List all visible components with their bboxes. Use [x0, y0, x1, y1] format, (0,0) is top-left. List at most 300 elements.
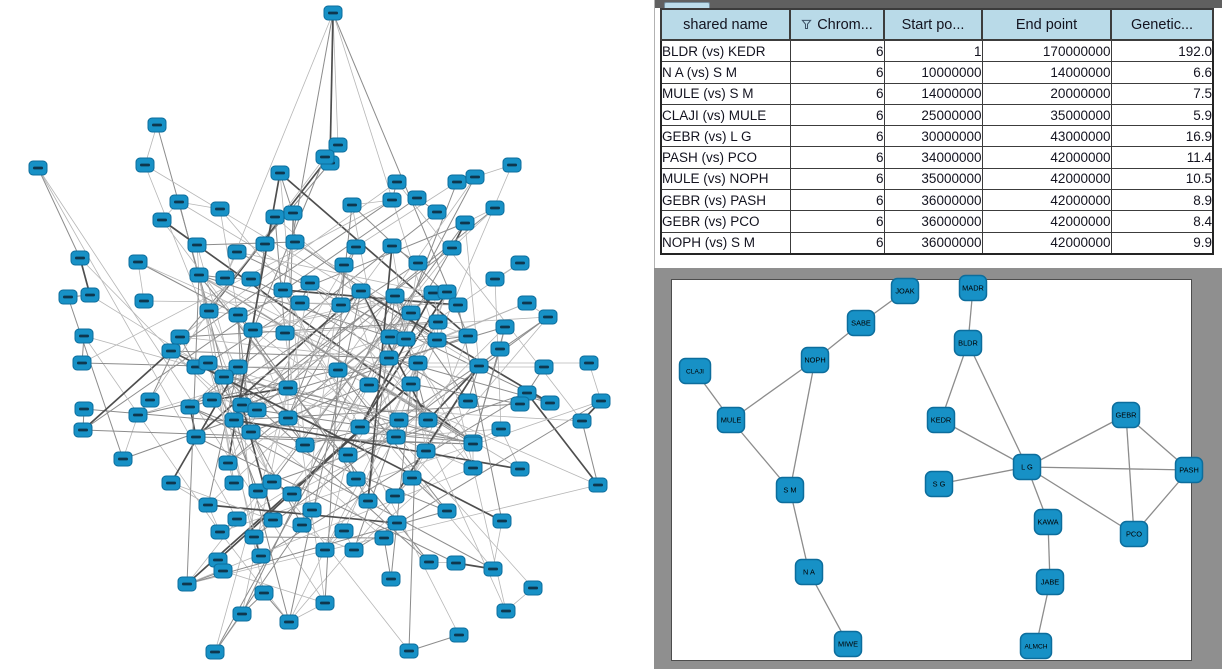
cell-value: 10000000 [884, 62, 982, 83]
network-node[interactable] [136, 158, 154, 172]
network-node[interactable] [316, 543, 334, 557]
network-node[interactable] [211, 202, 229, 216]
node-label-smudge [139, 300, 149, 303]
network-node-s-g[interactable] [926, 472, 953, 497]
network-node[interactable] [228, 512, 246, 526]
cell-shared-name: N A (vs) S M [661, 62, 790, 83]
node-label-smudge [157, 219, 167, 222]
network-node-mule[interactable] [718, 408, 745, 433]
cell-value: 6 [790, 104, 884, 125]
network-node[interactable] [359, 494, 377, 508]
node-label-smudge [210, 651, 220, 654]
network-node[interactable] [383, 193, 401, 207]
node-label-smudge [515, 468, 525, 471]
cell-value: 170000000 [982, 40, 1111, 62]
node-label-smudge [468, 467, 478, 470]
node-label-smudge [133, 261, 143, 264]
network-node[interactable] [286, 235, 304, 249]
network-node[interactable] [256, 237, 274, 251]
network-node[interactable] [225, 476, 243, 490]
network-node[interactable] [511, 462, 529, 476]
node-label-smudge [453, 304, 463, 307]
network-node[interactable] [74, 423, 92, 437]
network-node[interactable] [181, 400, 199, 414]
network-node[interactable] [347, 240, 365, 254]
node-label-smudge [490, 278, 500, 281]
network-node[interactable] [447, 556, 465, 570]
network-node[interactable] [255, 586, 273, 600]
network-node[interactable] [573, 414, 591, 428]
network-node[interactable] [71, 251, 89, 265]
network-node[interactable] [203, 393, 221, 407]
node-label-smudge [413, 262, 423, 265]
node-label-smudge [79, 335, 89, 338]
network-node[interactable] [171, 330, 189, 344]
network-node-kedr[interactable] [928, 408, 955, 433]
network-node[interactable] [402, 377, 420, 391]
network-node[interactable] [199, 356, 217, 370]
cell-value: 42000000 [982, 168, 1111, 189]
node-label-smudge [204, 310, 214, 313]
network-node[interactable] [400, 644, 418, 658]
node-label-smudge [233, 314, 243, 317]
node-label-smudge [203, 362, 213, 365]
node-label-smudge [249, 536, 259, 539]
node-label-smudge [463, 400, 473, 403]
network-node[interactable] [316, 596, 334, 610]
network-node[interactable] [386, 289, 404, 303]
network-node[interactable] [73, 356, 91, 370]
node-label-smudge [451, 562, 461, 565]
network-node[interactable] [388, 516, 406, 530]
network-node[interactable] [141, 393, 159, 407]
network-node[interactable] [129, 408, 147, 422]
node-label-smudge [248, 329, 258, 332]
network-node[interactable] [511, 397, 529, 411]
network-node[interactable] [301, 276, 319, 290]
network-node[interactable] [496, 320, 514, 334]
network-node[interactable] [503, 158, 521, 172]
network-node[interactable] [284, 206, 302, 220]
network-node[interactable] [438, 504, 456, 518]
network-node[interactable] [216, 271, 234, 285]
node-label-smudge [333, 144, 343, 147]
network-node[interactable] [178, 577, 196, 591]
network-node[interactable] [375, 531, 393, 545]
node-label-smudge [391, 436, 401, 439]
network-node[interactable] [225, 413, 243, 427]
network-node[interactable] [264, 513, 282, 527]
column-header-label: shared name [683, 16, 768, 33]
network-node[interactable] [252, 549, 270, 563]
table-row[interactable] [661, 190, 1213, 211]
column-header-label: Start po... [901, 16, 965, 33]
network-node[interactable] [383, 239, 401, 253]
network-node[interactable] [162, 476, 180, 490]
node-label-smudge [253, 490, 263, 493]
cell-value: 30000000 [884, 126, 982, 147]
network-node[interactable] [382, 572, 400, 586]
cell-value: 14000000 [884, 83, 982, 104]
network-node[interactable] [484, 562, 502, 576]
network-node[interactable] [420, 555, 438, 569]
subnetwork-canvas[interactable] [654, 268, 1222, 669]
network-node[interactable] [429, 315, 447, 329]
network-node[interactable] [428, 333, 446, 347]
network-node[interactable] [486, 272, 504, 286]
node-label-smudge [424, 561, 434, 564]
network-node-n-a[interactable] [796, 560, 823, 585]
node-label-smudge [470, 176, 480, 179]
network-node[interactable] [296, 438, 314, 452]
network-node[interactable] [148, 118, 166, 132]
node-label-smudge [522, 302, 532, 305]
network-node[interactable] [153, 213, 171, 227]
network-node[interactable] [199, 498, 217, 512]
cell-value: 14000000 [982, 62, 1111, 83]
node-label-smudge [522, 392, 532, 395]
network-node[interactable] [351, 420, 369, 434]
node-label-smudge [406, 312, 416, 315]
node-label-smudge [288, 212, 298, 215]
cell-value: 20000000 [982, 83, 1111, 104]
network-node[interactable] [592, 394, 610, 408]
network-node[interactable] [491, 342, 509, 356]
network-node[interactable] [75, 402, 93, 416]
network-node[interactable] [402, 306, 420, 320]
table-row[interactable] [661, 62, 1213, 83]
node-label-smudge [233, 366, 243, 369]
node-label-smudge [252, 409, 262, 412]
network-node[interactable] [580, 356, 598, 370]
column-header-start-point[interactable] [884, 9, 982, 40]
node-label-smudge [392, 181, 402, 184]
network-node[interactable] [324, 6, 342, 20]
network-node[interactable] [450, 628, 468, 642]
network-node[interactable] [492, 422, 510, 436]
network-node[interactable] [190, 268, 208, 282]
network-node[interactable] [200, 304, 218, 318]
network-node-kawa[interactable] [1035, 510, 1062, 535]
table-row[interactable] [661, 40, 1213, 62]
network-node[interactable] [75, 329, 93, 343]
network-node[interactable] [244, 323, 262, 337]
node-label-smudge [577, 420, 587, 423]
network-node[interactable] [162, 344, 180, 358]
node-label-smudge [295, 302, 305, 305]
network-node[interactable] [459, 394, 477, 408]
node-label: L G [1021, 462, 1033, 472]
network-node[interactable] [129, 255, 147, 269]
network-node[interactable] [345, 543, 363, 557]
network-node[interactable] [339, 448, 357, 462]
network-node[interactable] [518, 296, 536, 310]
node-label: PASH [1179, 465, 1199, 475]
node-label: CLAJI [686, 368, 704, 376]
network-node[interactable] [245, 530, 263, 544]
network-node[interactable] [242, 272, 260, 286]
network-node[interactable] [219, 456, 237, 470]
network-node-almch[interactable] [1021, 634, 1052, 659]
network-node[interactable] [114, 452, 132, 466]
node-label-smudge [232, 251, 242, 254]
network-node[interactable] [329, 363, 347, 377]
network-node[interactable] [456, 216, 474, 230]
node-label-smudge [175, 336, 185, 339]
network-node[interactable] [438, 285, 456, 299]
node-label: JABE [1040, 577, 1060, 587]
node-label-smudge [207, 399, 217, 402]
node-label-smudge [392, 522, 402, 525]
network-node-jabe[interactable] [1037, 570, 1064, 595]
network-node[interactable] [535, 360, 553, 374]
network-node[interactable] [409, 256, 427, 270]
node-label-smudge [166, 482, 176, 485]
node-label-smudge [328, 12, 338, 15]
network-node[interactable] [409, 356, 427, 370]
network-node[interactable] [459, 329, 477, 343]
network-node[interactable] [248, 403, 266, 417]
network-node-claji[interactable] [680, 359, 711, 384]
network-node[interactable] [360, 378, 378, 392]
node-label-smudge [423, 419, 433, 422]
node-label-smudge [474, 365, 484, 368]
node-label-smudge [215, 208, 225, 211]
cell-value: 6 [790, 211, 884, 232]
node-label-smudge [351, 246, 361, 249]
network-node[interactable] [271, 166, 289, 180]
network-node[interactable] [466, 170, 484, 184]
network-node[interactable] [279, 411, 297, 425]
column-header-chromosome[interactable] [790, 9, 884, 40]
network-node[interactable] [263, 475, 281, 489]
network-node[interactable] [419, 413, 437, 427]
node-label-smudge [379, 537, 389, 540]
node-label-smudge [270, 216, 280, 219]
node-label-smudge [488, 568, 498, 571]
network-node[interactable] [493, 514, 511, 528]
node-label-smudge [246, 278, 256, 281]
node-label-smudge [387, 245, 397, 248]
column-header-end-point[interactable] [982, 9, 1111, 40]
network-node[interactable] [228, 245, 246, 259]
node-label-smudge [543, 316, 553, 319]
node-label-smudge [213, 559, 223, 562]
network-node[interactable] [135, 294, 153, 308]
network-node[interactable] [280, 615, 298, 629]
node-label-smudge [215, 531, 225, 534]
node-label-smudge [320, 549, 330, 552]
node-label-smudge [406, 383, 416, 386]
network-node[interactable] [283, 487, 301, 501]
node-label-smudge [454, 634, 464, 637]
node-label-smudge [496, 428, 506, 431]
column-header-genetic[interactable] [1111, 9, 1213, 40]
table-row[interactable] [661, 211, 1213, 232]
network-node[interactable] [215, 370, 233, 384]
cell-value: 6 [790, 147, 884, 168]
network-node[interactable] [541, 396, 559, 410]
table-row[interactable] [661, 232, 1213, 254]
node-label: ALMCH [1024, 643, 1048, 651]
network-node-pash[interactable] [1176, 458, 1203, 483]
node-label-smudge [268, 519, 278, 522]
node-label-smudge [278, 289, 288, 292]
network-node[interactable] [303, 503, 321, 517]
network-node[interactable] [335, 258, 353, 272]
network-node[interactable] [29, 161, 47, 175]
network-node[interactable] [276, 326, 294, 340]
node-label-smudge [432, 211, 442, 214]
node-label-smudge [339, 264, 349, 267]
cell-value: 42000000 [982, 190, 1111, 211]
cell-value: 35000000 [884, 168, 982, 189]
network-node[interactable] [486, 201, 504, 215]
network-node[interactable] [397, 332, 415, 346]
node-label-smudge [191, 436, 201, 439]
network-node[interactable] [266, 210, 284, 224]
node-label-smudge [394, 419, 404, 422]
network-node-miwe[interactable] [835, 632, 862, 657]
network-node[interactable] [381, 330, 399, 344]
network-node[interactable] [497, 604, 515, 618]
table-panel [655, 0, 1222, 268]
network-node[interactable] [449, 298, 467, 312]
node-label-smudge [152, 124, 162, 127]
node-label-smudge [468, 443, 478, 446]
node-label: KAWA [1037, 517, 1059, 527]
network-node[interactable] [387, 430, 405, 444]
table-row[interactable] [661, 168, 1213, 189]
network-node[interactable] [443, 241, 461, 255]
network-node-bldr[interactable] [955, 331, 982, 356]
node-label-smudge [267, 481, 277, 484]
node-label-smudge [320, 602, 330, 605]
network-node[interactable] [81, 288, 99, 302]
network-node[interactable] [332, 298, 350, 312]
column-header-label: Chrom... [817, 16, 873, 33]
network-node[interactable] [274, 283, 292, 297]
node-label-smudge [497, 520, 507, 523]
network-node-s-m[interactable] [777, 478, 804, 503]
node-label-smudge [280, 332, 290, 335]
node-label-smudge [220, 277, 230, 280]
network-node[interactable] [408, 191, 426, 205]
network-node[interactable] [242, 425, 260, 439]
cell-value: 6 [790, 62, 884, 83]
node-label-smudge [77, 362, 87, 365]
network-node[interactable] [428, 205, 446, 219]
node-label-smudge [432, 339, 442, 342]
cell-shared-name: NOPH (vs) S M [661, 232, 790, 254]
cell-value: 42000000 [982, 232, 1111, 254]
network-node[interactable] [279, 381, 297, 395]
node-label: S M [783, 485, 797, 495]
cell-value: 34000000 [884, 147, 982, 168]
network-node[interactable] [187, 430, 205, 444]
network-node[interactable] [293, 518, 311, 532]
network-node-sabe[interactable] [848, 311, 875, 336]
network-node-pco[interactable] [1121, 522, 1148, 547]
network-node[interactable] [188, 238, 206, 252]
network-node[interactable] [464, 437, 482, 451]
table-row[interactable] [661, 147, 1213, 168]
cell-value: 16.9 [1111, 126, 1213, 147]
network-node-gebr[interactable] [1113, 403, 1140, 428]
network-node[interactable] [539, 310, 557, 324]
cell-value: 6 [790, 190, 884, 211]
network-node[interactable] [464, 461, 482, 475]
node-label-smudge [287, 493, 297, 496]
network-node[interactable] [229, 308, 247, 322]
network-node[interactable] [59, 290, 77, 304]
node-label-smudge [442, 510, 452, 513]
node-label-smudge [218, 570, 228, 573]
node-label-smudge [79, 408, 89, 411]
cell-value: 6 [790, 83, 884, 104]
table-header-row [661, 9, 1213, 40]
node-label-smudge [339, 530, 349, 533]
node-label-smudge [194, 274, 204, 277]
network-node[interactable] [589, 478, 607, 492]
node-label-smudge [284, 621, 294, 624]
network-node[interactable] [211, 525, 229, 539]
network-node[interactable] [347, 472, 365, 486]
network-node[interactable] [291, 296, 309, 310]
node-label-smudge [347, 204, 357, 207]
network-node[interactable] [390, 413, 408, 427]
node-label-smudge [219, 376, 229, 379]
node-label-smudge [447, 247, 457, 250]
network-node-l-g[interactable] [1014, 455, 1041, 480]
network-node[interactable] [511, 256, 529, 270]
node-label-smudge [182, 583, 192, 586]
node-label-smudge [351, 478, 361, 481]
network-node[interactable] [403, 471, 421, 485]
network-node-joak[interactable] [892, 279, 919, 304]
column-header-shared-name[interactable] [661, 9, 790, 40]
cell-value: 42000000 [982, 211, 1111, 232]
network-node[interactable] [206, 645, 224, 659]
network-node[interactable] [335, 524, 353, 538]
network-node[interactable] [316, 150, 334, 164]
network-node[interactable] [352, 284, 370, 298]
node-label-smudge [404, 650, 414, 653]
network-node-madr[interactable] [960, 276, 987, 301]
network-node[interactable] [233, 607, 251, 621]
table-row[interactable] [661, 126, 1213, 147]
table-row[interactable] [661, 83, 1213, 104]
network-node[interactable] [388, 175, 406, 189]
node-label-smudge [283, 387, 293, 390]
network-node[interactable] [386, 489, 404, 503]
network-node[interactable] [214, 564, 232, 578]
network-node[interactable] [524, 581, 542, 595]
network-node[interactable] [343, 198, 361, 212]
network-node[interactable] [417, 444, 435, 458]
node-label-smudge [452, 181, 462, 184]
network-node-noph[interactable] [802, 348, 829, 373]
table-row[interactable] [661, 104, 1213, 125]
node-label-smudge [386, 578, 396, 581]
node-label-smudge [203, 504, 213, 507]
network-node[interactable] [448, 175, 466, 189]
node-label-smudge [174, 201, 184, 204]
network-node[interactable] [380, 351, 398, 365]
network-node[interactable] [470, 359, 488, 373]
cell-shared-name: MULE (vs) NOPH [661, 168, 790, 189]
network-node[interactable] [170, 195, 188, 209]
